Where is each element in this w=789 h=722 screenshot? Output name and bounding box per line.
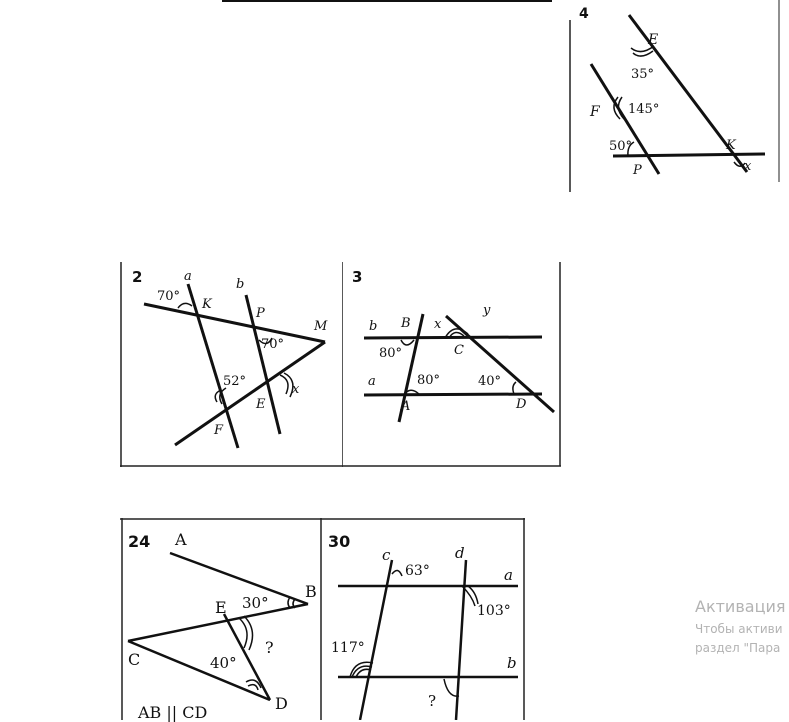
angle-40: 40° — [478, 374, 502, 389]
top-border-line — [222, 0, 552, 2]
point-label-p: P — [256, 306, 265, 321]
problem-3-panel — [342, 262, 561, 467]
point-label-m: M — [314, 319, 328, 334]
line-label-a: a — [184, 269, 192, 284]
point-label-c: C — [454, 343, 464, 358]
unknown-x: x — [744, 159, 752, 174]
problem-2-panel — [120, 262, 342, 467]
point-label-p: P — [633, 163, 642, 178]
activation-watermark-title: Активация — [695, 597, 786, 616]
problem-number: 2 — [132, 268, 143, 286]
line-label-d: d — [455, 544, 465, 562]
angle-35: 35° — [631, 67, 655, 82]
unknown-x: x — [292, 382, 300, 397]
line-label-c: c — [382, 546, 391, 564]
problem-24-figure — [120, 518, 322, 720]
line-label-b: b — [236, 277, 245, 292]
point-label-b: B — [401, 316, 411, 331]
problem-3-figure — [342, 262, 561, 467]
line-label-b: b — [507, 654, 517, 672]
angle-52: 52° — [223, 374, 247, 389]
point-label-k: K — [726, 138, 736, 153]
angle-70-top: 70° — [157, 289, 181, 304]
point-label-c: C — [128, 650, 141, 669]
line-label-a: a — [368, 374, 376, 389]
unknown-y: y — [483, 303, 491, 318]
activation-watermark-line1: Чтобы активи — [695, 622, 783, 636]
angle-103: 103° — [477, 603, 511, 619]
angle-40: 40° — [210, 654, 237, 672]
point-label-a: A — [401, 399, 411, 414]
angle-63: 63° — [405, 563, 430, 579]
line-label-a: a — [504, 566, 513, 584]
problem-2-figure — [120, 262, 342, 467]
problem-number: 30 — [328, 532, 351, 551]
angle-70-mid: 70° — [261, 337, 285, 352]
problem-30-panel — [322, 518, 525, 720]
parallel-condition: AB || CD — [138, 703, 208, 722]
point-label-b: B — [305, 582, 317, 601]
problem-number: 3 — [352, 268, 363, 286]
point-label-e: E — [648, 32, 659, 48]
point-label-f: F — [590, 104, 600, 120]
question-mark: ? — [428, 692, 437, 710]
point-label-k: K — [202, 297, 212, 312]
unknown-x: x — [434, 317, 442, 332]
activation-watermark-line2: раздел "Пара — [695, 641, 781, 655]
angle-30: 30° — [242, 594, 269, 612]
line-label-b: b — [369, 319, 378, 334]
problem-number: 24 — [128, 532, 151, 551]
point-label-d: D — [516, 397, 527, 412]
point-label-e: E — [215, 598, 227, 617]
problem-30-figure — [322, 518, 525, 720]
angle-145: 145° — [628, 102, 660, 117]
angle-50: 50° — [609, 139, 633, 154]
problem-4-panel — [569, 0, 783, 192]
angle-117: 117° — [331, 640, 365, 656]
point-label-e: E — [256, 397, 266, 412]
question-mark: ? — [265, 638, 274, 657]
problem-number: 4 — [579, 6, 589, 22]
point-label-f: F — [214, 423, 224, 438]
angle-80-a: 80° — [417, 373, 441, 388]
point-label-a: A — [175, 530, 187, 549]
point-label-d: D — [275, 694, 288, 713]
problem-24-panel — [120, 518, 322, 720]
angle-80-b: 80° — [379, 346, 403, 361]
